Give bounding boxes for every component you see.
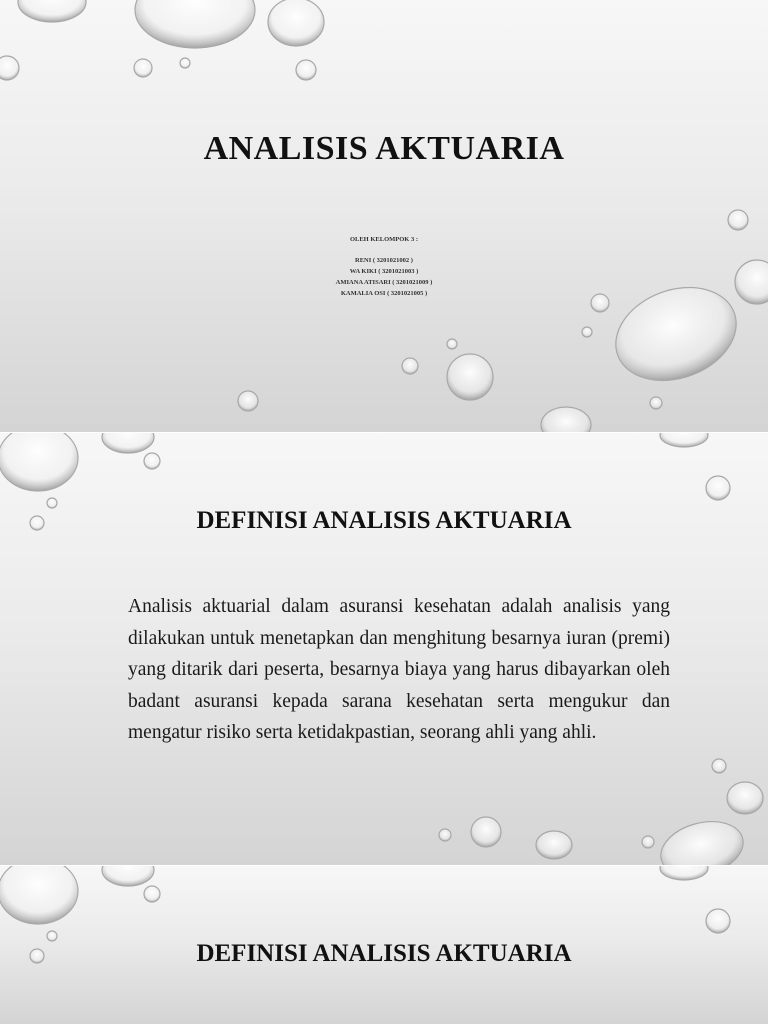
member-name: RENI ( 3201021002 ) [355, 257, 413, 264]
slide-definition-2 [0, 866, 768, 1024]
member-name: KAMALIA OSI ( 3201021005 ) [340, 290, 428, 297]
slide-title [0, 0, 768, 432]
member-name: AMIANA ATISARI ( 3201021009 ) [335, 279, 433, 286]
presentation-title: ANALISIS AKTUARIA [203, 130, 565, 167]
slide-heading: DEFINISI ANALISIS AKTUARIA [196, 507, 572, 534]
group-members [0, 234, 768, 299]
water-drops-decoration [0, 0, 768, 432]
slide-heading: DEFINISI ANALISIS AKTUARIA [196, 940, 572, 967]
definition-paragraph: Analisis aktuarial dalam asuransi kesehatan adalah analisis yang dilakukan untuk menetapkan dan menghitung besarnya iuran (premi) yang ditarik dari peserta, besarnya biaya yang harus dibayarkan oleh badant asuransi kepada sarana kesehatan serta mengukur dan mengatur risiko serta ketidakpastian, seorang ahli yang ahli. [128, 596, 670, 743]
member-name: WA KIKI ( 3201021003 ) [349, 268, 419, 275]
slide-definition [0, 433, 768, 865]
byline-heading: OLEH KELOMPOK 3 : [349, 236, 419, 243]
